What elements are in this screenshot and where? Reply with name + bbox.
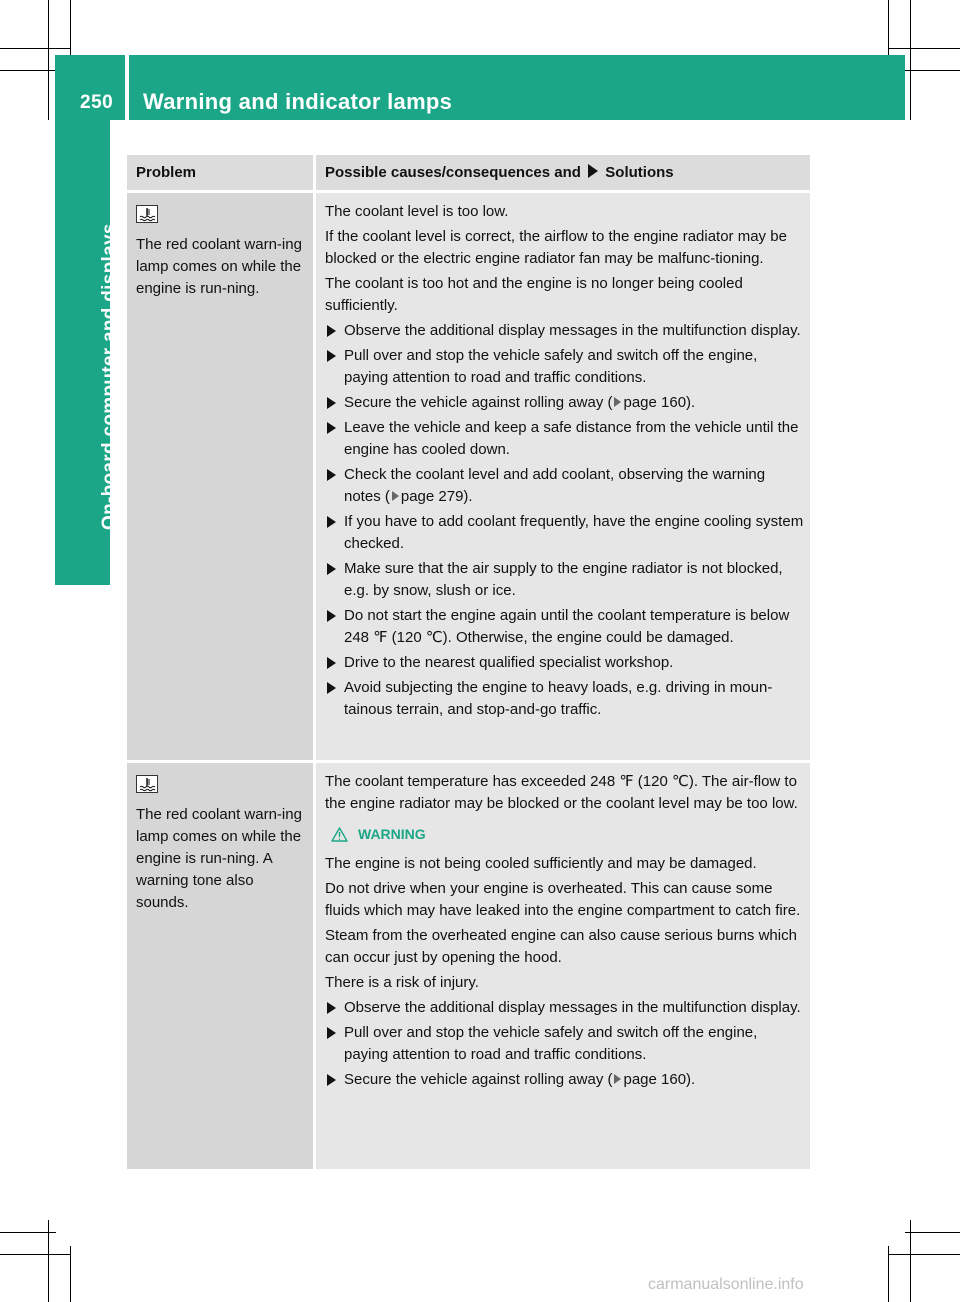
problem-text: The red coolant warn-ing lamp comes on while the engine is run-ning. — [136, 236, 302, 297]
table-row — [127, 193, 810, 763]
crop-mark — [0, 70, 56, 71]
header-solution-prefix: Possible causes/consequences and — [325, 164, 581, 181]
header-solution — [316, 155, 810, 190]
page-reference-icon — [614, 1074, 621, 1084]
crop-mark — [888, 1254, 960, 1255]
warning-heading — [331, 823, 804, 845]
cause-text: The coolant level is too low. — [325, 203, 509, 220]
crop-mark — [70, 0, 71, 56]
list-item: Do not start the engine again until the coolant temperature is below 248 ℉ (120 ℃). Otherwise, the engine could be damaged. — [325, 605, 804, 649]
crop-mark — [48, 0, 49, 120]
header-separator — [125, 55, 129, 120]
warning-text: Steam from the overheated engine can also cause serious burns which can occur just by opening the hood. — [325, 927, 797, 966]
warning-text: There is a risk of injury. — [325, 974, 479, 991]
arrow-right-icon — [327, 657, 336, 669]
list-item: Avoid subjecting the engine to heavy loads, e.g. driving in moun-tainous terrain, and stop-and-go traffic. — [325, 677, 804, 721]
list-item: Secure the vehicle against rolling away ( page 160). — [325, 1069, 804, 1091]
header-solution-suffix: Solutions — [605, 164, 674, 181]
coolant-temperature-icon — [136, 205, 158, 223]
warning-text: Do not drive when your engine is overheated. This can cause some fluids which may have leaked into the engine compartment to catch fire. — [325, 880, 801, 919]
list-item: Observe the additional display messages in the multifunction display. — [325, 997, 804, 1019]
arrow-right-icon — [327, 682, 336, 694]
arrow-right-icon — [327, 397, 336, 409]
table-header-row — [127, 155, 810, 193]
warning-lamp-table — [127, 155, 810, 1172]
arrow-right-icon — [327, 610, 336, 622]
side-tab-label: On-board computer and displays — [99, 223, 120, 530]
list-item: Make sure that the air supply to the engine radiator is not blocked, e.g. by snow, slush or ice. — [325, 558, 804, 602]
crop-mark — [0, 48, 70, 49]
list-item: Pull over and stop the vehicle safely and switch off the engine, paying attention to road and traffic conditions. — [325, 345, 804, 389]
list-item: Pull over and stop the vehicle safely and switch off the engine, paying attention to road and traffic conditions. — [325, 1022, 804, 1066]
list-item: Observe the additional display messages in the multifunction display. — [325, 320, 804, 342]
header-problem: Problem — [127, 155, 313, 190]
crop-mark — [70, 1246, 71, 1302]
arrow-right-icon — [327, 422, 336, 434]
arrow-right-icon — [327, 1027, 336, 1039]
solution-cell — [316, 763, 810, 1169]
warning-text: The engine is not being cooled sufficiently and may be damaged. — [325, 855, 757, 872]
solution-cell — [316, 193, 810, 760]
arrow-right-icon — [588, 164, 598, 178]
page-reference-link[interactable]: page 279). — [400, 488, 473, 505]
cause-text: The coolant temperature has exceeded 248 ℉ (120 ℃). The air-flow to the engine radiator may be blocked or the coolant level may be too low. — [325, 773, 798, 812]
arrow-right-icon — [327, 350, 336, 362]
arrow-right-icon — [327, 469, 336, 481]
arrow-right-icon — [327, 516, 336, 528]
crop-mark — [905, 1232, 960, 1233]
watermark: carmanualsonline.info — [648, 1276, 804, 1293]
warning-label: WARNING — [358, 826, 426, 842]
list-item: If you have to add coolant frequently, have the engine cooling system checked. — [325, 511, 804, 555]
problem-cell — [127, 763, 313, 1169]
crop-mark — [905, 70, 960, 71]
page-reference-link[interactable]: page 160). — [623, 394, 696, 411]
cause-text: The coolant is too hot and the engine is no longer being cooled sufficiently. — [325, 275, 743, 314]
coolant-temperature-icon — [136, 775, 158, 793]
section-title: Warning and indicator lamps — [143, 89, 453, 114]
list-item: Check the coolant level and add coolant, observing the warning notes ( page 279). — [325, 464, 804, 508]
page-reference-icon — [392, 491, 399, 501]
crop-mark — [0, 1254, 70, 1255]
arrow-right-icon — [327, 1074, 336, 1086]
page-reference-icon — [614, 397, 621, 407]
crop-mark — [888, 48, 960, 49]
list-item: Leave the vehicle and keep a safe distance from the vehicle until the engine has cooled down. — [325, 417, 804, 461]
page-reference-link[interactable]: page 160). — [623, 1071, 696, 1088]
problem-text: The red coolant warn-ing lamp comes on while the engine is run-ning. A warning tone also sounds. — [136, 806, 302, 911]
list-item: Drive to the nearest qualified specialist workshop. — [325, 652, 804, 674]
problem-cell — [127, 193, 313, 760]
arrow-right-icon — [327, 563, 336, 575]
arrow-right-icon — [327, 325, 336, 337]
warning-triangle-icon — [331, 827, 348, 842]
crop-mark — [0, 1232, 56, 1233]
page-number: 250 — [80, 92, 114, 113]
crop-mark — [910, 0, 911, 120]
cause-text: If the coolant level is correct, the airflow to the engine radiator may be blocked or the electric engine radiator fan may be malfunc-tioning. — [325, 228, 787, 267]
arrow-right-icon — [327, 1002, 336, 1014]
table-row — [127, 763, 810, 1172]
list-item: Secure the vehicle against rolling away ( page 160). — [325, 392, 804, 414]
